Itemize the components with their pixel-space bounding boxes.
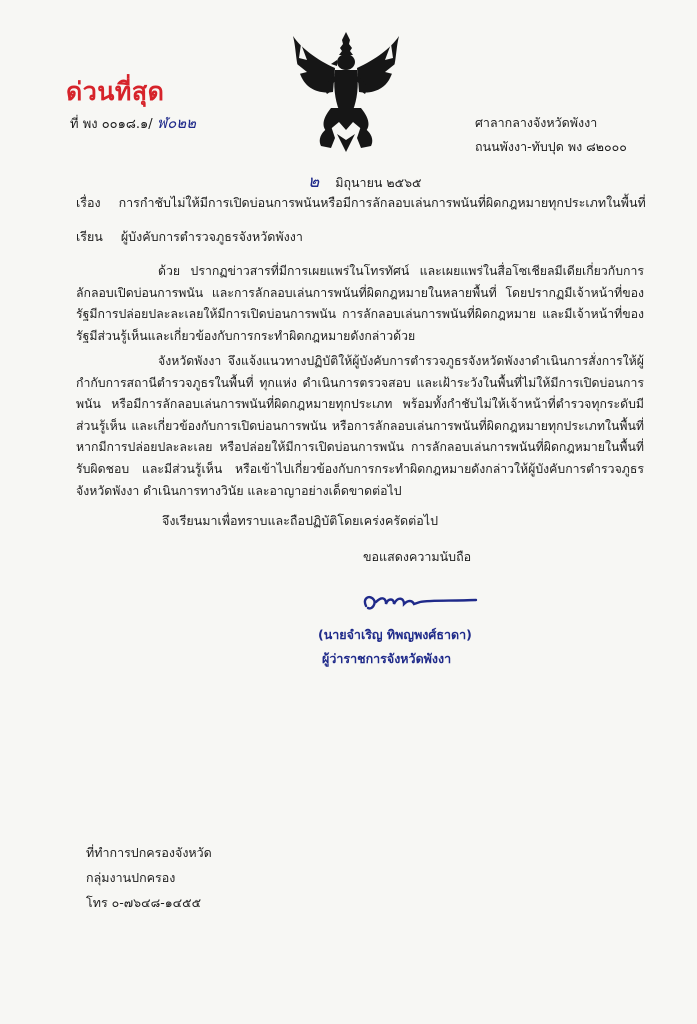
handwritten-signature [360, 588, 480, 618]
date-day-handwritten: ๒ [308, 172, 320, 192]
footer-phone: โทร ๐-๗๖๔๘-๑๔๕๕ [86, 895, 202, 910]
reference-handwritten: ฬ๐๒๒ [156, 114, 196, 132]
reference-prefix: ที่ พง ๐๐๑๘.๑/ [70, 117, 153, 132]
recipient-label: เรียน [76, 229, 103, 244]
office-name: ศาลากลางจังหวัดพังงา [475, 115, 598, 130]
body-paragraph-2: จังหวัดพังงา จึงแจ้งแนวทางปฏิบัติให้ผู้บังคับการตำรวจภูธรจังหวัดพังงาดำเนินการสั่งการให้ผู้กำกับการสถานีตำรวจภูธรในพื้นที่ ทุกแห่ง ดำเนินการตรวจสอบ และเฝ้าระวังในพื้นที่ไม่ให้มีการเปิดบ่อนการพนัน หรือมีการลักลอบเล่นการพนันที่ผิดกฎหมายทุกประเภท พร้อมทั้งกำชับไม่ให้เจ้าหน้าที่ตำรวจทุกระดับมีส่วนรู้เห็น และเกี่ยวข้องกับการเปิดบ่อนการพนัน หรือการลักลอบเล่นการพนันที่ผิดกฎหมายทุกประเภทในพื้นที่ หากมีการปล่อยปละละเลย หรือปล่อยให้มีการเปิดบ่อนการพนัน การลักลอบเล่นการพนันที่ผิดกฎหมายในพื้นที่รับผิดชอบ และมีส่วนรู้เห็น หรือเข้าไปเกี่ยวข้องกับการกระทำผิดกฎหมายดังกล่าวให้ผู้บังคับการตำรวจภูธรจังหวัดพังงา ดำเนินการทางวินัย และอาญาอย่างเด็ดขาดต่อไป [76, 354, 644, 498]
sender-address [475, 111, 627, 159]
subject-line [76, 193, 646, 213]
urgency-stamp: ด่วนที่สุด [66, 77, 165, 106]
date-month-year: มิถุนายน ๒๕๖๕ [335, 175, 422, 190]
recipient-text: ผู้บังคับการตำรวจภูธรจังหวัดพังงา [120, 229, 303, 244]
footer-division: กลุ่มงานปกครอง [86, 870, 176, 885]
office-road: ถนนพังงา-ทับปุด พง ๘๒๐๐๐ [475, 139, 627, 154]
letter-date [308, 168, 422, 195]
closing-request: จึงเรียนมาเพื่อทราบและถือปฏิบัติโดยเคร่งครัดต่อไป [162, 513, 439, 528]
reference-number [70, 111, 196, 135]
footer-contact [86, 840, 212, 915]
recipient-line [76, 227, 303, 247]
garuda-emblem-icon [287, 30, 405, 152]
signer-name: (นายจำเริญ ทิพญพงศ์ธาดา) [318, 627, 472, 642]
closing-regards: ขอแสดงความนับถือ [363, 549, 472, 564]
signer-title: ผู้ว่าราชการจังหวัดพังงา [322, 651, 452, 666]
footer-office: ที่ทำการปกครองจังหวัด [86, 845, 212, 860]
subject-label: เรื่อง [76, 195, 101, 210]
body-paragraph-1: ด้วย ปรากฏข่าวสารที่มีการเผยแพร่ในโทรทัศน์ และเผยแพร่ในสื่อโซเชียลมีเดียเกี่ยวกับการลักลอบเปิดบ่อนการพนัน และการลักลอบเล่นการพนันที่ผิดกฎหมายในหลายพื้นที่ โดยปรากฏมีเจ้าหน้าที่ของรัฐมีการปล่อยปละละเลยให้มีการเปิดบ่อนการพนัน การลักลอบเล่นการพนันที่ผิดกฎหมาย และมีเจ้าหน้าที่ของรัฐมีส่วนรู้เห็นและเกี่ยวข้องกับการกระทำผิดกฎหมายดังกล่าวด้วย [76, 264, 644, 343]
subject-text: การกำชับไม่ให้มีการเปิดบ่อนการพนันหรือมีการลักลอบเล่นการพนันที่ผิดกฎหมายทุกประเภทในพื้นที่ [118, 195, 646, 210]
